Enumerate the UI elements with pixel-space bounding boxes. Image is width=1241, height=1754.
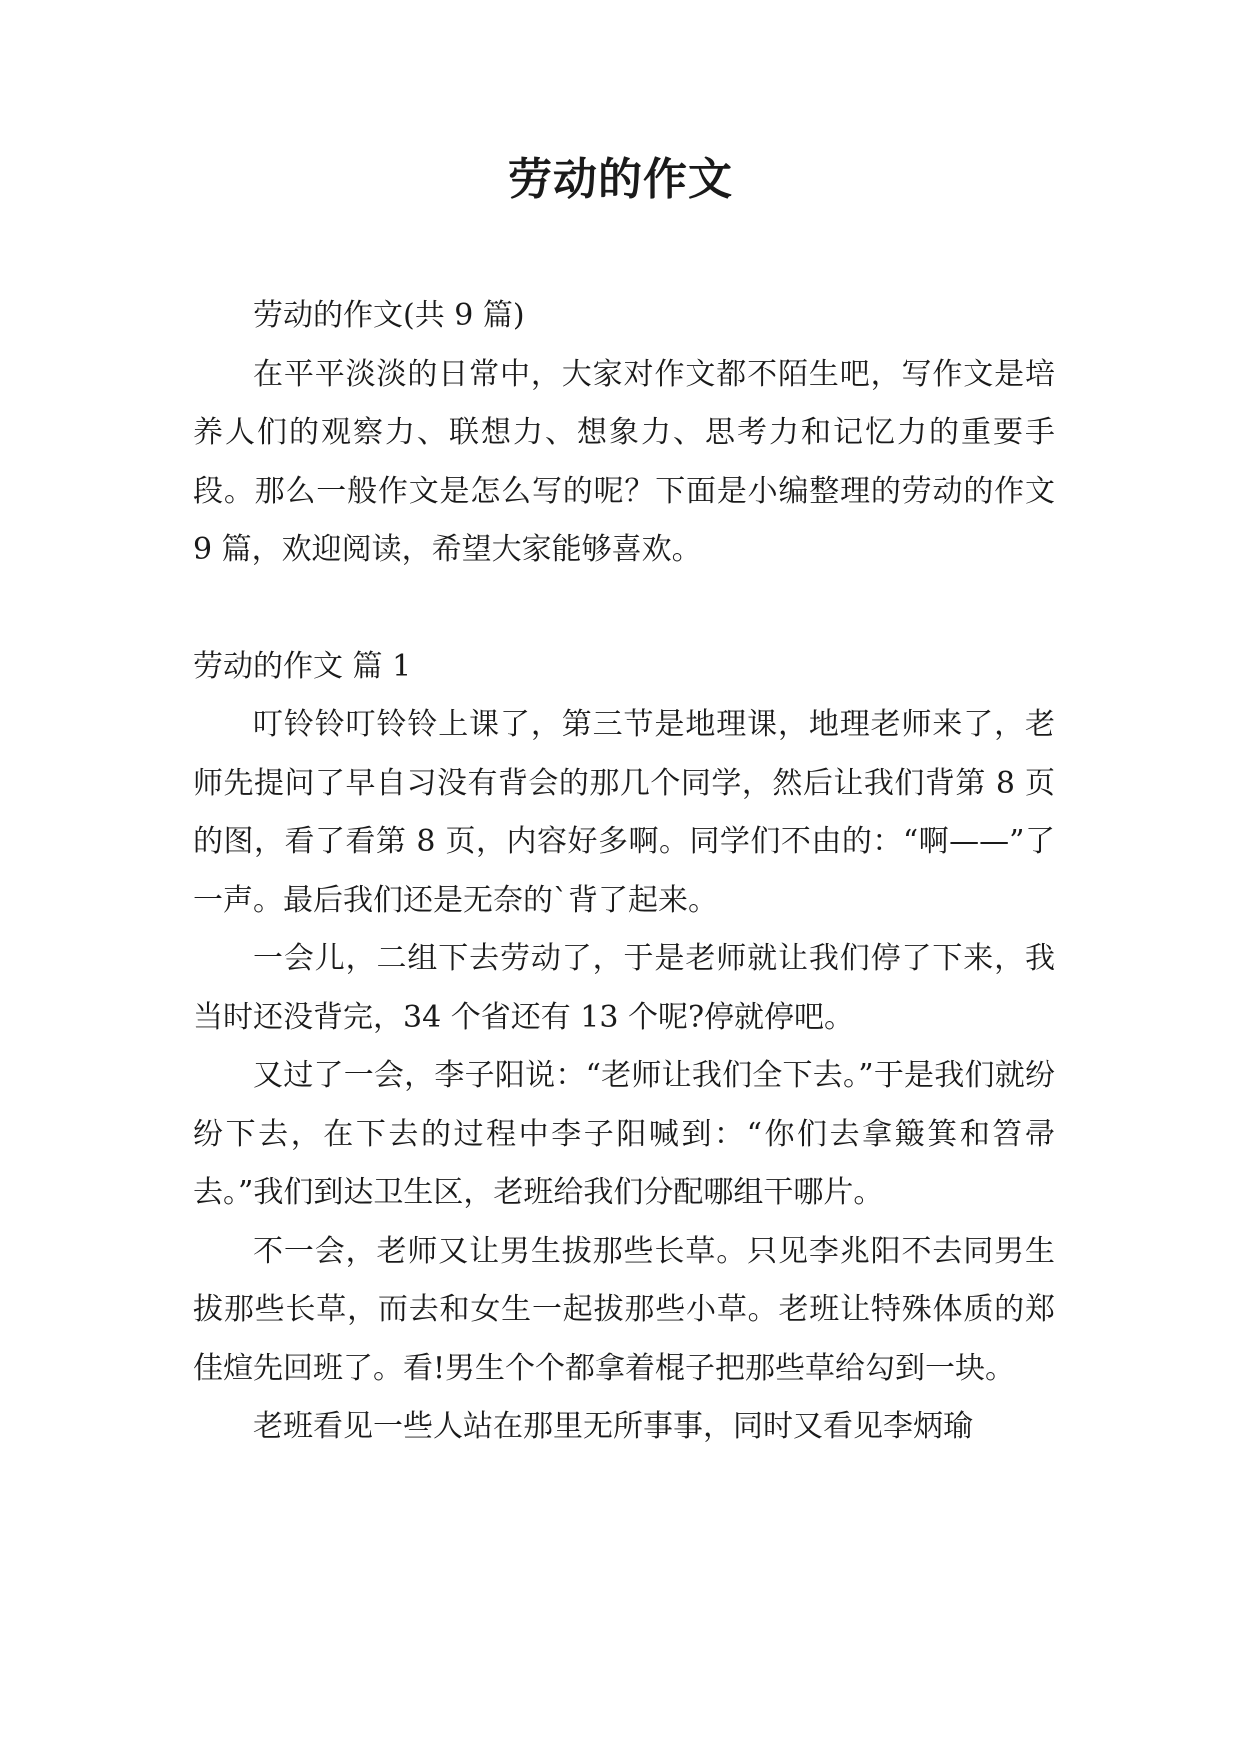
subtitle-paragraph: 劳动的作文(共 9 篇) [253,298,525,333]
intro-paragraph: 在平平淡淡的日常中，大家对作文都不陌生吧，写作文是培养人们的观察力、联想力、想象力、思考力和记忆力的重要手段。那么一般作文是怎么写的呢？下面是小编整理的劳动的作文 9 篇，欢迎阅读，希望大家能够喜欢。 [193,356,1055,567]
document-body [193,287,1055,1457]
section-heading: 劳动的作文 篇 1 [193,648,412,684]
body-paragraph: 又过了一会，李子阳说：“老师让我们全下去。”于是我们就纷纷下去，在下去的过程中李子阳喊到：“你们去拿簸箕和笤帚去。”我们到达卫生区，老班给我们分配哪组干哪片。 [193,1058,1055,1210]
body-paragraph: 叮铃铃叮铃铃上课了，第三节是地理课，地理老师来了，老师先提问了早自习没有背会的那几个同学，然后让我们背第 8 页的图，看了看第 8 页，内容好多啊。同学们不由的：“啊——”了一声。最后我们还是无奈的`背了起来。 [193,707,1055,918]
body-paragraph: 一会儿，二组下去劳动了，于是老师就让我们停了下来，我当时还没背完，34 个省还有 13 个呢?停就停吧。 [193,941,1055,1035]
document-title: 劳动的作文 [508,154,733,205]
body-paragraph: 老班看见一些人站在那里无所事事，同时又看见李炳瑜 [253,1409,973,1444]
body-paragraph: 不一会，老师又让男生拔那些长草。只见李兆阳不去同男生拔那些长草，而去和女生一起拔那些小草。老班让特殊体质的郑佳煊先回班了。看!男生个个都拿着棍子把那些草给勾到一块。 [193,1233,1055,1386]
